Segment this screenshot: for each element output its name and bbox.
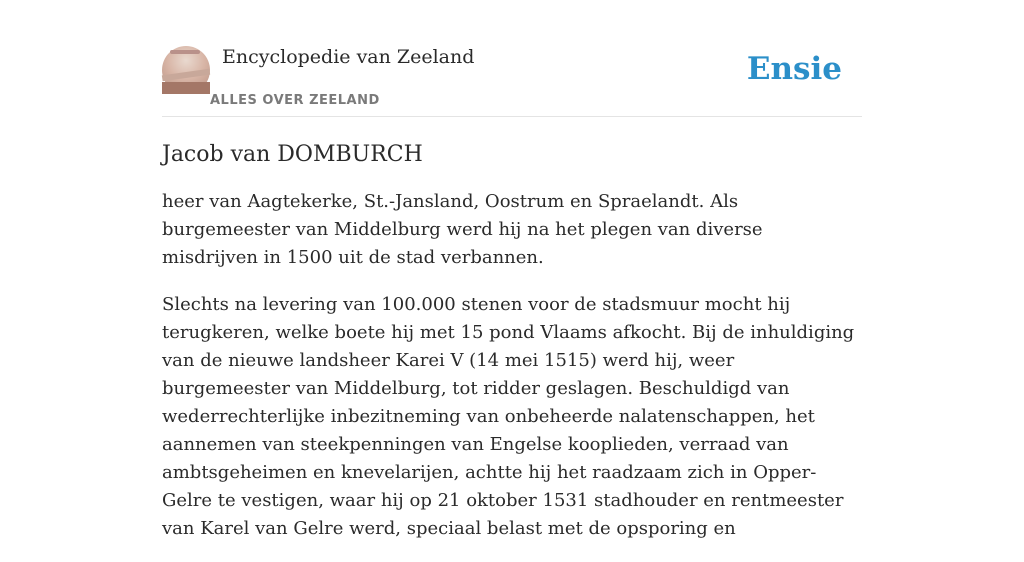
avatar-detail <box>170 50 200 54</box>
avatar-detail <box>162 69 210 82</box>
article-title: Jacob van DOMBURCH <box>162 142 423 167</box>
site-name-link[interactable]: Encyclopedie van Zeeland <box>222 46 475 68</box>
site-tagline: ALLES OVER ZEELAND <box>210 93 380 108</box>
site-avatar[interactable] <box>162 46 210 94</box>
article-paragraph: heer van Aagtekerke, St.-Jansland, Oostrum en Spraelandt. Als burgemeester van Middelburg werd hij na het plegen van diverse misdrijven in 1500 uit de stad verbannen. <box>162 191 763 268</box>
article-paragraph: Slechts na levering van 100.000 stenen voor de stadsmuur mocht hij terugkeren, welke boete hij met 15 pond Vlaams afkocht. Bij de inhuldiging van de nieuwe landsheer Karei V (14 mei 1515) werd hij, weer burgemeester van Middelburg, tot ridder geslagen. Beschuldigd van wederrechterlijke inbezitneming van onbeheerde nalatenschappen, het aannemen van steekpenningen van Engelse kooplieden, verraad van ambtsgeheimen en knevelarijen, achtte hij het raadzaam zich in Opper-Gelre te vestigen, waar hij op 21 oktober 1531 stadhouder en rentmeester van Karel van Gelre werd, speciaal belast met de opsporing en <box>162 294 855 539</box>
article <box>162 140 862 562</box>
ensie-logo[interactable]: Ensie <box>746 51 842 87</box>
site-header <box>162 40 862 117</box>
avatar-detail <box>162 82 210 94</box>
